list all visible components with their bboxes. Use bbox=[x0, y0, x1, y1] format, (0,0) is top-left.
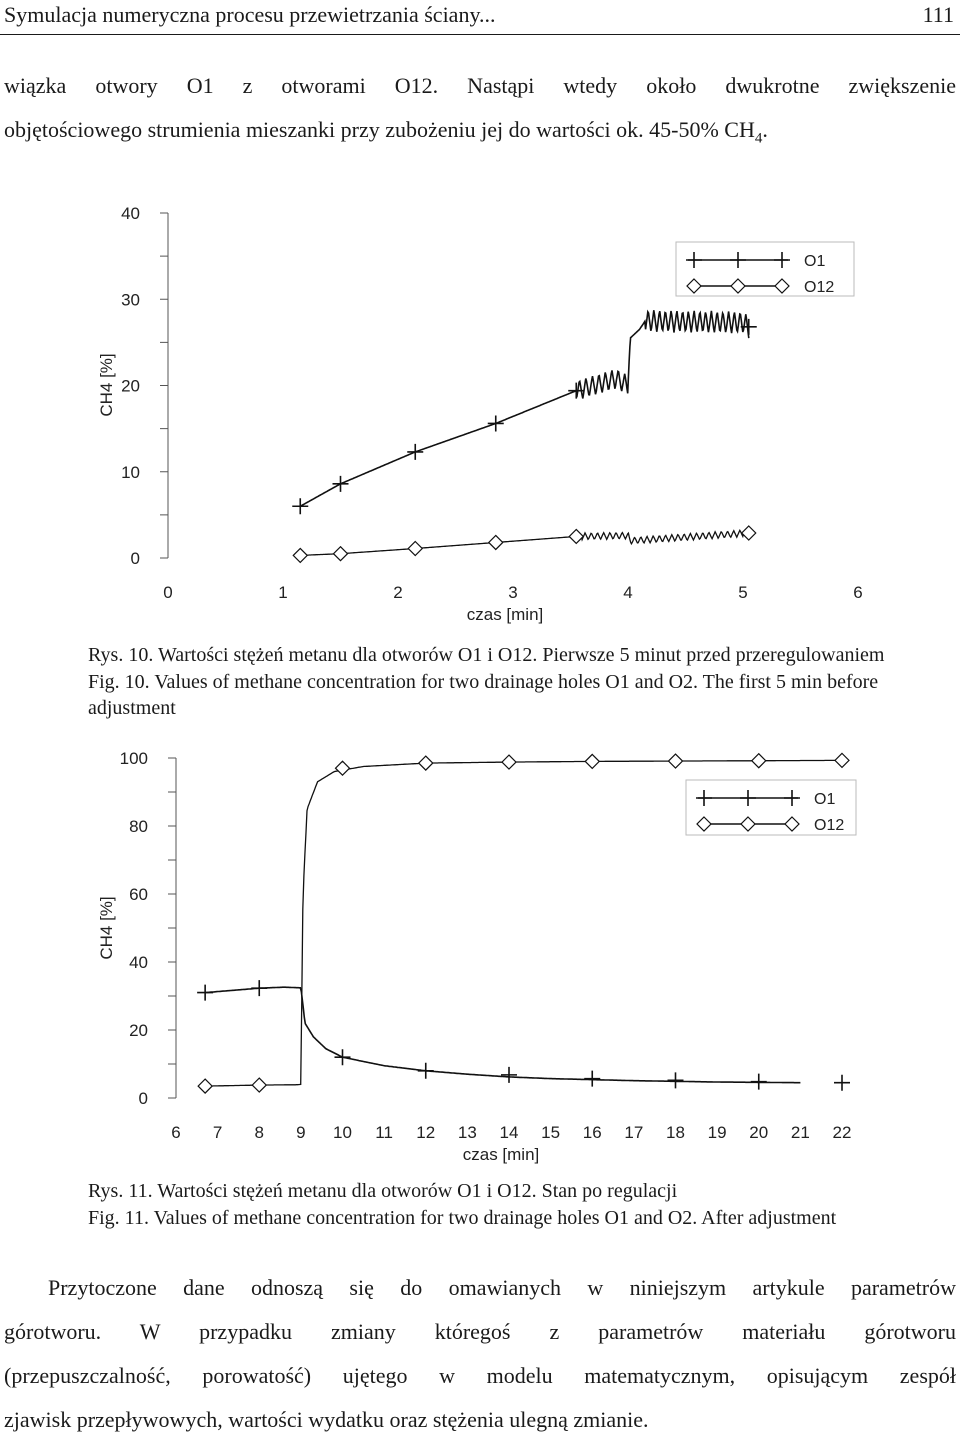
chart-figure-10 bbox=[0, 190, 960, 630]
marker-o1 bbox=[335, 1049, 351, 1065]
marker-o12 bbox=[742, 526, 756, 540]
intro-line-1: wiązka otwory O1 z otworami O12. Nastąpi wtedy około dwukrotne zwiększenie bbox=[4, 73, 956, 98]
x-tick-label: 2 bbox=[393, 583, 403, 602]
page-number: 111 bbox=[922, 2, 954, 27]
marker-o12 bbox=[408, 542, 422, 556]
x-tick-label: 17 bbox=[624, 1123, 644, 1142]
x-tick-label: 12 bbox=[416, 1123, 436, 1142]
x-tick-label: 21 bbox=[790, 1123, 810, 1142]
intro-subscript: 4 bbox=[754, 130, 763, 147]
running-header bbox=[0, 0, 960, 34]
figure-10-caption-pl: Rys. 10. Wartości stężeń metanu dla otworów O1 i O12. Pierwsze 5 minut przed przeregulowaniem bbox=[88, 644, 885, 666]
x-axis-title: czas [min] bbox=[462, 1145, 540, 1164]
x-tick-label: 0 bbox=[163, 583, 173, 602]
y-tick-label: 20 bbox=[121, 376, 140, 396]
intro-line-2-suffix: . bbox=[762, 117, 768, 142]
x-tick-label: 6 bbox=[853, 583, 863, 602]
marker-o1 bbox=[292, 498, 308, 514]
legend-label-o12: O12 bbox=[804, 279, 835, 296]
figure-11-caption-en: Fig. 11. Values of methane concentration for two drainage holes O1 and O2. After adjustment bbox=[88, 1207, 837, 1229]
marker-o1 bbox=[668, 1072, 684, 1088]
y-axis-title: CH4 [%] bbox=[97, 896, 116, 960]
x-tick-label: 11 bbox=[375, 1123, 393, 1142]
y-tick-label: 30 bbox=[121, 290, 140, 310]
marker-o12 bbox=[669, 754, 683, 768]
x-tick-label: 9 bbox=[296, 1123, 306, 1142]
y-tick-label: 0 bbox=[130, 549, 140, 568]
closing-line-4: zjawisk przepływowych, wartości wydatku oraz stężenia ulegną zmianie. bbox=[4, 1407, 649, 1432]
x-tick-label: 13 bbox=[457, 1123, 477, 1142]
marker-o12 bbox=[334, 547, 348, 561]
intro-line-2-text: objętościowego strumienia mieszanki przy zubożeniu jej do wartości ok. 45-50% CH bbox=[4, 117, 755, 142]
series-line-o12 bbox=[300, 530, 749, 555]
marker-o12 bbox=[336, 761, 350, 775]
marker-o12 bbox=[489, 535, 503, 549]
y-tick-label: 40 bbox=[129, 953, 148, 972]
legend-label-o1: O1 bbox=[814, 791, 836, 808]
x-tick-label: 19 bbox=[707, 1123, 727, 1142]
marker-o12 bbox=[585, 754, 599, 768]
x-tick-label: 22 bbox=[832, 1123, 852, 1142]
y-tick-label: 100 bbox=[119, 749, 148, 768]
x-tick-label: 20 bbox=[749, 1123, 769, 1142]
y-tick-label: 80 bbox=[129, 817, 148, 836]
x-tick-label: 1 bbox=[278, 583, 288, 602]
marker-o1 bbox=[418, 1063, 434, 1079]
marker-o1 bbox=[751, 1074, 767, 1090]
x-tick-label: 3 bbox=[508, 583, 518, 602]
y-axis-title: CH4 [%] bbox=[97, 353, 116, 417]
y-tick-label: 10 bbox=[121, 462, 140, 482]
x-tick-label: 6 bbox=[171, 1123, 181, 1142]
running-title: Symulacja numeryczna procesu przewietrzania ściany... bbox=[4, 2, 496, 27]
header-rule bbox=[0, 34, 960, 35]
marker-o1 bbox=[333, 476, 349, 492]
closing-line-1: Przytoczone dane odnoszą się do omawianych w niniejszym artykule parametrów bbox=[48, 1275, 956, 1300]
x-tick-label: 5 bbox=[738, 583, 748, 602]
marker-o1 bbox=[407, 444, 423, 460]
marker-o12 bbox=[198, 1079, 212, 1093]
marker-o1 bbox=[501, 1067, 517, 1083]
marker-o1 bbox=[834, 1075, 850, 1091]
y-tick-label: 60 bbox=[129, 885, 148, 904]
x-tick-label: 14 bbox=[499, 1123, 519, 1142]
marker-o12 bbox=[293, 548, 307, 562]
y-tick-label: 40 bbox=[121, 204, 140, 223]
x-tick-label: 4 bbox=[623, 583, 633, 602]
x-tick-label: 7 bbox=[212, 1123, 223, 1142]
marker-o1 bbox=[584, 1071, 600, 1087]
series-line-o1 bbox=[300, 310, 749, 506]
x-tick-label: 15 bbox=[541, 1123, 561, 1142]
series-line-o1 bbox=[205, 987, 800, 1082]
figure-10-caption-en: Fig. 10. Values of methane concentration for two drainage holes O1 and O2. The first 5 min before bbox=[88, 671, 879, 693]
legend-label-o1: O1 bbox=[804, 253, 826, 270]
x-tick-label: 8 bbox=[254, 1123, 264, 1142]
marker-o12 bbox=[252, 1078, 266, 1092]
y-tick-label: 0 bbox=[138, 1089, 148, 1108]
marker-o12 bbox=[569, 529, 583, 543]
intro-line-2 bbox=[4, 110, 956, 158]
legend-label-o12: O12 bbox=[814, 817, 845, 834]
marker-o1 bbox=[197, 985, 213, 1001]
figure-11-caption-pl: Rys. 11. Wartości stężeń metanu dla otworów O1 i O12. Stan po regulacji bbox=[88, 1180, 678, 1202]
marker-o12 bbox=[502, 755, 516, 769]
figure-10-caption-en-cont: adjustment bbox=[88, 697, 176, 719]
y-tick-label: 20 bbox=[129, 1021, 148, 1040]
marker-o12 bbox=[835, 753, 849, 767]
marker-o1 bbox=[251, 980, 267, 996]
x-tick-label: 18 bbox=[666, 1123, 685, 1142]
closing-line-2: górotworu. W przypadku zmiany któregoś z parametrów materiału górotworu bbox=[4, 1319, 956, 1344]
chart-figure-11 bbox=[0, 735, 960, 1175]
marker-o1 bbox=[488, 415, 504, 431]
x-tick-label: 16 bbox=[582, 1123, 602, 1142]
marker-o1 bbox=[741, 319, 757, 335]
marker-o12 bbox=[752, 754, 766, 768]
closing-line-3: (przepuszczalność, porowatość) ujętego w modelu matematycznym, opisującym zespół bbox=[4, 1363, 956, 1388]
marker-o12 bbox=[419, 756, 433, 770]
x-tick-label: 10 bbox=[333, 1123, 352, 1142]
x-axis-title: czas [min] bbox=[466, 605, 544, 624]
